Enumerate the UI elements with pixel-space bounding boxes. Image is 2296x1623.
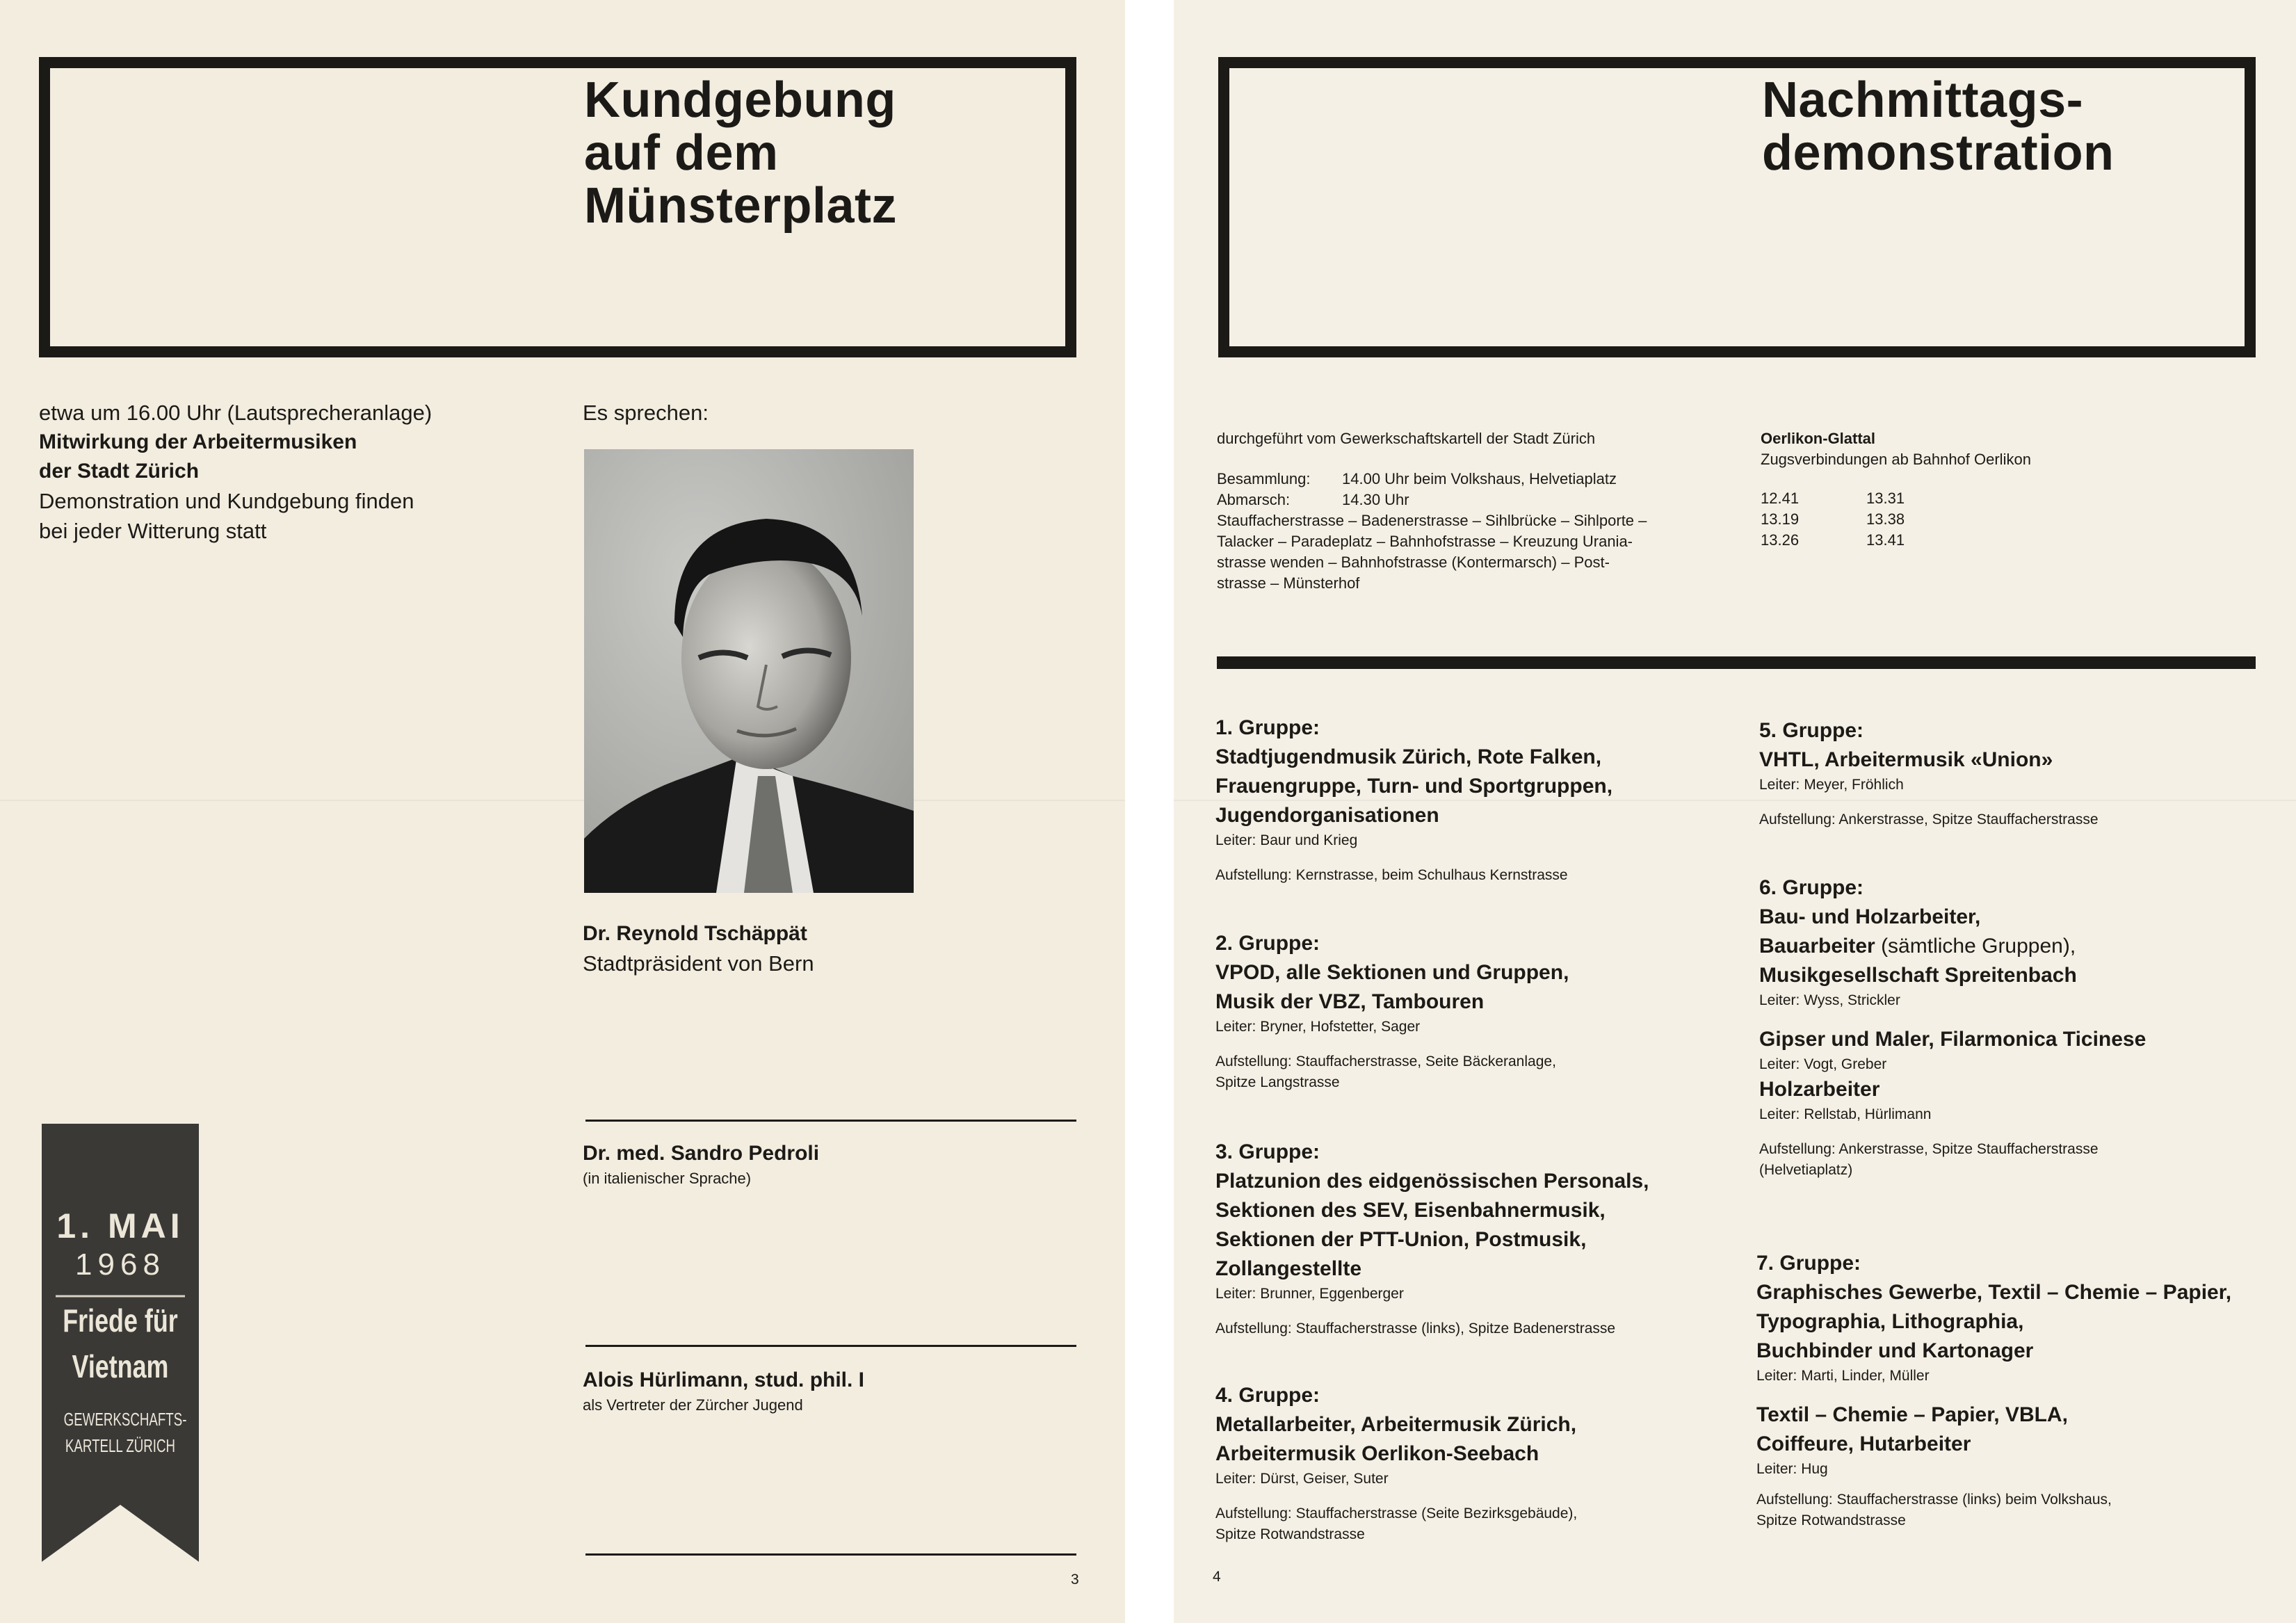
group-heading: 4. Gruppe: — [1215, 1384, 1320, 1407]
departure-label: Abmarsch: — [1217, 491, 1291, 508]
badge-slogan-1: Friede für — [63, 1302, 178, 1339]
group-members: Jugendorganisationen — [1215, 804, 1439, 827]
divider — [585, 1120, 1076, 1122]
train-time: 12.41 — [1761, 490, 1800, 507]
train-time: 13.38 — [1866, 510, 1905, 528]
group-2 — [1215, 929, 1569, 1093]
speaker-1 — [583, 919, 814, 978]
badge-year: 1968 — [75, 1247, 165, 1282]
group-leader: Leiter: Marti, Linder, Müller — [1756, 1368, 1930, 1384]
badge-org-2: KARTELL ZÜRICH — [65, 1435, 176, 1456]
group-leader: Leiter: Baur und Krieg — [1215, 832, 1358, 848]
speaker-2 — [583, 1139, 819, 1189]
group-4 — [1215, 1381, 1577, 1545]
page-title — [584, 74, 897, 232]
title-frame — [39, 57, 1076, 357]
group-members: Arbeitermusik Oerlikon-Seebach — [1215, 1442, 1539, 1465]
departure-row — [1217, 490, 1731, 510]
group-setup: Spitze Langstrasse — [1215, 1074, 1340, 1090]
group-members: Platzunion des eidgenössischen Personals, — [1215, 1170, 1649, 1193]
intro-time: etwa um 16.00 Uhr (Lautsprecheranlage) — [39, 401, 432, 425]
group-heading: 5. Gruppe: — [1759, 719, 1864, 742]
group-members: Metallarbeiter, Arbeitermusik Zürich, — [1215, 1413, 1577, 1436]
may-day-ribbon-badge — [42, 1124, 199, 1562]
group-leader: Leiter: Rellstab, Hürlimann — [1759, 1106, 1932, 1122]
speaker-name: Dr. Reynold Tschäppät — [583, 922, 807, 945]
title-line: Münsterplatz — [584, 178, 898, 234]
right-page — [1174, 0, 2296, 1623]
route-line: strasse – Münsterhof — [1217, 574, 1360, 592]
group-setup: Aufstellung: Ankerstrasse, Spitze Stauffacherstrasse — [1759, 1141, 2099, 1157]
group-heading: 3. Gruppe: — [1215, 1140, 1320, 1163]
group-members: Zollangestellte — [1215, 1257, 1362, 1280]
train-time: 13.26 — [1761, 531, 1800, 549]
speaker-role: (in italienischer Sprache) — [583, 1170, 752, 1187]
title-line: auf dem — [584, 125, 779, 181]
group-setup: Spitze Rotwandstrasse — [1756, 1512, 1906, 1528]
page-title — [1762, 74, 2115, 179]
group-members-bold: Bauarbeiter — [1759, 935, 1875, 958]
group-members: Typographia, Lithographia, — [1756, 1310, 2024, 1333]
left-page — [0, 0, 1125, 1623]
divider — [585, 1345, 1076, 1347]
group-leader: Leiter: Meyer, Fröhlich — [1759, 777, 1904, 793]
train-subtitle: Zugsverbindungen ab Bahnhof Oerlikon — [1761, 451, 2031, 468]
group-7 — [1756, 1249, 2231, 1531]
group-members: Frauengruppe, Turn- und Sportgruppen, — [1215, 775, 1613, 798]
page-number: 3 — [1071, 1572, 1079, 1588]
group-setup: Aufstellung: Kernstrasse, beim Schulhaus Kernstrasse — [1215, 867, 1568, 883]
group-members: Gipser und Maler, Filarmonica Ticinese — [1759, 1028, 2147, 1051]
title-line: demonstration — [1762, 125, 2115, 181]
fold-line — [0, 800, 1125, 801]
divider — [585, 1553, 1076, 1556]
assembly-row — [1217, 469, 1731, 490]
group-leader: Leiter: Hug — [1756, 1461, 1828, 1477]
badge-slogan-2: Vietnam — [72, 1348, 169, 1384]
group-heading: 7. Gruppe: — [1756, 1252, 1861, 1275]
group-members: Graphisches Gewerbe, Textil – Chemie – Papier, — [1756, 1281, 2232, 1304]
route-line: Talacker – Paradeplatz – Bahnhofstrasse – Kreuzung Urania- — [1217, 533, 1633, 550]
group-members: Stadtjugendmusik Zürich, Rote Falken, — [1215, 745, 1602, 768]
group-leader: Leiter: Bryner, Hofstetter, Sager — [1215, 1019, 1421, 1035]
group-members: Buchbinder und Kartonager — [1756, 1339, 2034, 1362]
group-members: Holzarbeiter — [1759, 1078, 1880, 1101]
speaker-name: Dr. med. Sandro Pedroli — [583, 1142, 820, 1165]
group-members: Sektionen der PTT-Union, Postmusik, — [1215, 1228, 1587, 1251]
page-number: 4 — [1213, 1569, 1221, 1585]
group-setup: (Helvetiaplatz) — [1759, 1162, 1853, 1178]
section-divider — [1217, 656, 2256, 669]
title-line: Kundgebung — [584, 72, 896, 128]
assembly-value: 14.00 Uhr beim Volkshaus, Helvetiaplatz — [1342, 470, 1617, 487]
group-leader: Leiter: Brunner, Eggenberger — [1215, 1286, 1404, 1302]
intro-weather: Demonstration und Kundgebung finden — [39, 489, 414, 513]
group-setup: Aufstellung: Stauffacherstrasse (links) beim Volkshaus, — [1756, 1492, 2112, 1508]
group-3 — [1215, 1138, 1649, 1339]
route-line: strasse wenden – Bahnhofstrasse (Kontermarsch) – Post- — [1217, 554, 1610, 571]
badge-date: 1. MAI — [56, 1206, 184, 1245]
group-members: VPOD, alle Sektionen und Gruppen, — [1215, 961, 1569, 984]
speaker-portrait-photo — [584, 449, 914, 893]
group-heading: 1. Gruppe: — [1215, 716, 1320, 739]
group-5 — [1759, 716, 2099, 830]
group-leader: Leiter: Wyss, Strickler — [1759, 992, 1900, 1008]
train-time: 13.31 — [1866, 490, 1905, 507]
speaker-role: als Vertreter der Zürcher Jugend — [583, 1396, 803, 1414]
train-title: Oerlikon-Glattal — [1761, 430, 1876, 447]
assembly-info — [1217, 469, 1731, 594]
train-connections — [1761, 428, 2031, 551]
group-setup: Aufstellung: Ankerstrasse, Spitze Stauffacherstrasse — [1759, 812, 2099, 827]
train-col — [1866, 488, 1905, 551]
group-leader: Leiter: Vogt, Greber — [1759, 1056, 1887, 1072]
group-members: VHTL, Arbeitermusik «Union» — [1759, 748, 2053, 771]
route-line: Stauffacherstrasse – Badenerstrasse – Sihlbrücke – Sihlporte – — [1217, 512, 1647, 529]
title-line: Nachmittags- — [1762, 72, 2084, 128]
group-members — [1759, 932, 2146, 961]
group-setup: Aufstellung: Stauffacherstrasse (links), Spitze Badenerstrasse — [1215, 1321, 1616, 1337]
group-members: Coiffeure, Hutarbeiter — [1756, 1432, 1971, 1455]
group-heading: 2. Gruppe: — [1215, 932, 1320, 955]
group-members: Textil – Chemie – Papier, VBLA, — [1756, 1403, 2068, 1426]
train-times — [1761, 488, 2031, 551]
intro-weather-2: bei jeder Witterung statt — [39, 519, 267, 543]
departure-value: 14.30 Uhr — [1342, 491, 1409, 508]
speakers-heading: Es sprechen: — [583, 401, 709, 425]
group-members: Musikgesellschaft Spreitenbach — [1759, 964, 2077, 987]
group-members: Bau- und Holzarbeiter, — [1759, 905, 1981, 928]
group-6 — [1759, 873, 2146, 1181]
group-members: Sektionen des SEV, Eisenbahnermusik, — [1215, 1199, 1606, 1222]
speaker-role: Stadtpräsident von Bern — [583, 951, 814, 976]
group-setup: Spitze Rotwandstrasse — [1215, 1526, 1365, 1542]
assembly-label: Besammlung: — [1217, 470, 1311, 487]
speaker-name: Alois Hürlimann, stud. phil. I — [583, 1368, 865, 1391]
intro-text — [39, 398, 540, 546]
group-members-note: (sämtliche Gruppen), — [1875, 935, 2076, 958]
group-heading: 6. Gruppe: — [1759, 876, 1864, 899]
train-time: 13.41 — [1866, 531, 1905, 549]
group-setup: Aufstellung: Stauffacherstrasse (Seite Bezirksgebäude), — [1215, 1505, 1578, 1521]
speaker-3 — [583, 1366, 864, 1416]
intro-city: der Stadt Zürich — [39, 460, 200, 483]
organizer-text: durchgeführt vom Gewerkschaftskartell der Stadt Zürich — [1217, 430, 1596, 447]
group-1 — [1215, 713, 1612, 886]
intro-music: Mitwirkung der Arbeitermusiken — [39, 430, 357, 453]
train-col — [1761, 488, 1866, 551]
badge-org-1: GEWERKSCHAFTS- — [63, 1409, 187, 1430]
train-time: 13.19 — [1761, 510, 1800, 528]
group-leader: Leiter: Dürst, Geiser, Suter — [1215, 1471, 1389, 1487]
group-setup: Aufstellung: Stauffacherstrasse, Seite Bäckeranlage, — [1215, 1053, 1556, 1069]
group-members: Musik der VBZ, Tambouren — [1215, 990, 1485, 1013]
